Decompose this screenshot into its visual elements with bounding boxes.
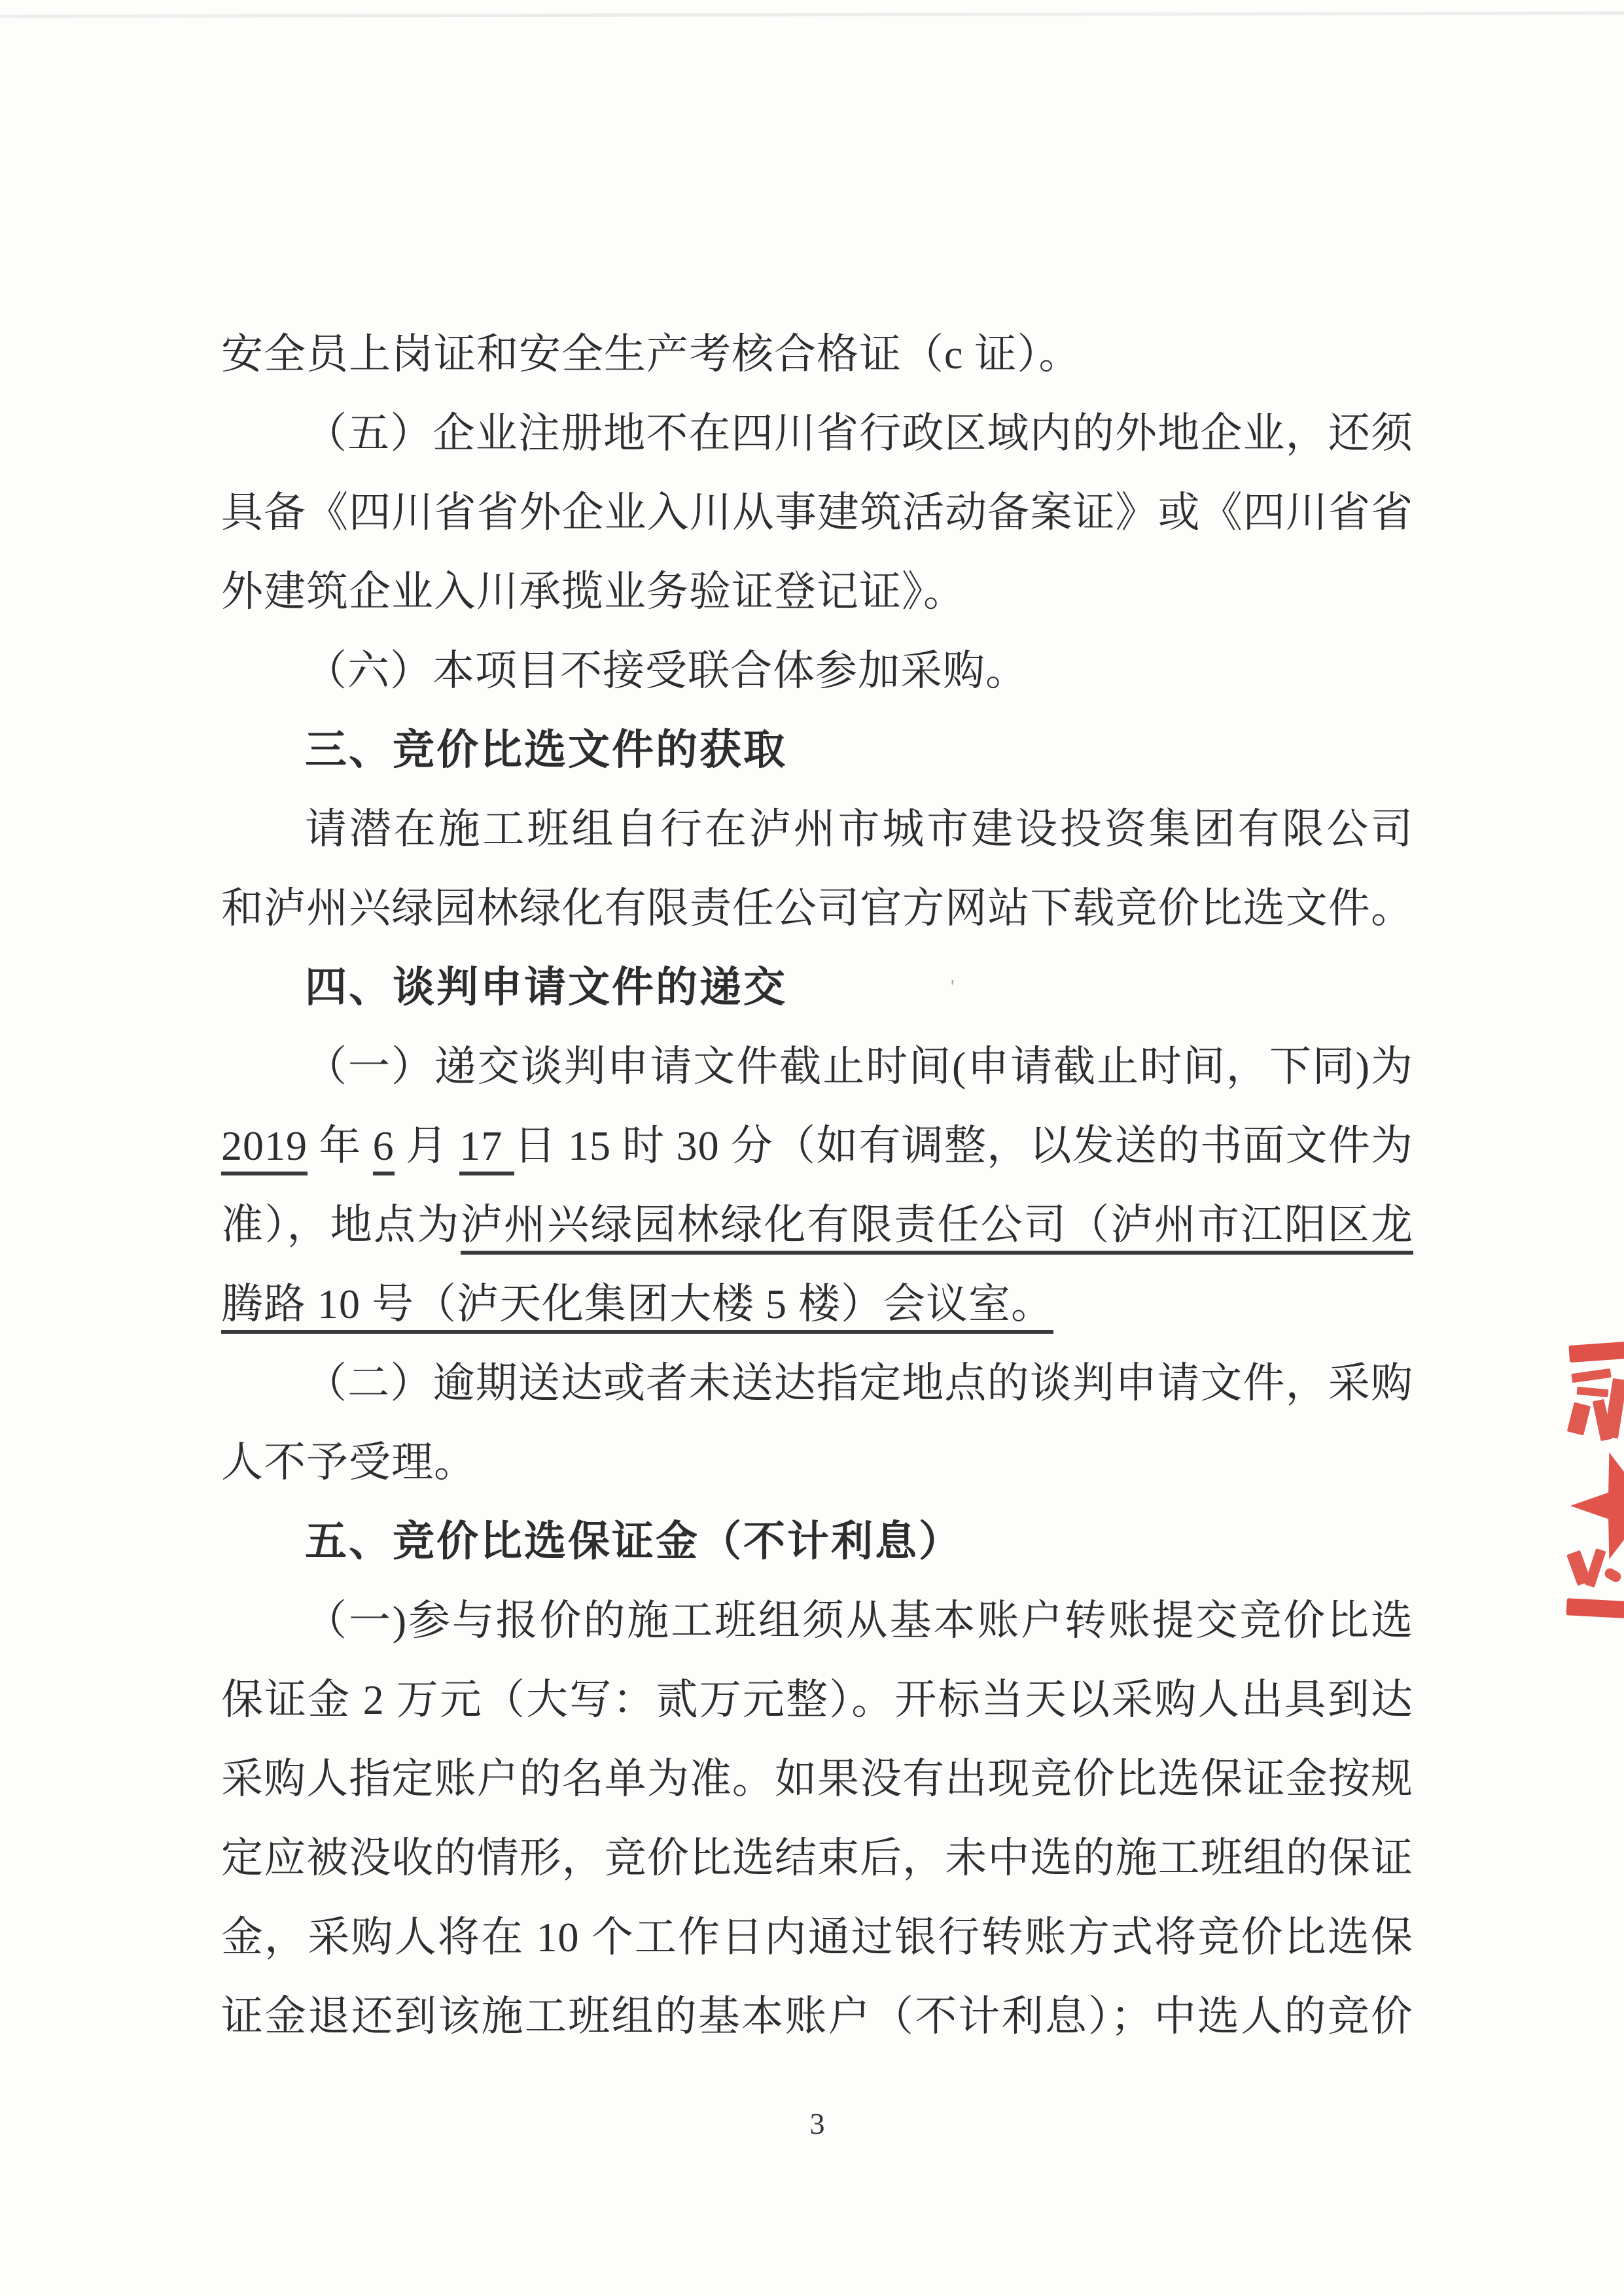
text-line-with-underlines [221, 1264, 1413, 1344]
text-line: 安全员上岗证和安全生产考核合格证（c 证）。 [221, 331, 1082, 377]
stamp-glyph-fragment [1570, 1548, 1624, 1601]
text-segment: 日 15 时 30 分（如有调整，以发送的书面文件为 [514, 1122, 1414, 1169]
text-line: （五）企业注册地不在四川省行政区域内的外地企业，还须 [305, 410, 1413, 457]
official-seal-stamp-partial [1565, 1340, 1624, 1622]
text-line: 保证金 2 万元（大写：贰万元整）。开标当天以采购人出具到达 [221, 1677, 1413, 1723]
text-line: （一）递交谈判申请文件截止时间(申请截止时间，下同)为 [305, 1043, 1413, 1090]
text-line: （二）逾期送达或者未送达指定地点的谈判申请文件，采购 [305, 1360, 1413, 1406]
text-line-with-underlines [221, 1106, 1413, 1185]
text-segment: 准），地点为 [221, 1202, 461, 1248]
scan-artifact-line [0, 11, 1624, 18]
stamp-border-bar [1568, 1334, 1624, 1363]
text-line: 人不予受理。 [221, 1439, 476, 1486]
text-line-with-underlines [221, 1185, 1413, 1264]
section-heading: 五、竞价比选保证金（不计利息） [305, 1518, 962, 1565]
section-heading: 四、谈判申请文件的递交 [305, 964, 787, 1011]
underlined-month: 6 [373, 1122, 395, 1175]
scan-artifact-speck: ' [948, 975, 955, 998]
stamp-star-icon [1570, 1450, 1624, 1562]
text-line: 金，采购人将在 10 个工作日内通过银行转账方式将竞价比选保 [221, 1914, 1413, 1960]
text-line: （六）本项目不接受联合体参加采购。 [305, 648, 1028, 694]
section-heading: 三、竞价比选文件的获取 [305, 726, 787, 773]
text-line: 和泸州兴绿园林绿化有限责任公司官方网站下载竞价比选文件。 [221, 885, 1413, 931]
text-line: 具备《四川省省外企业入川从事建筑活动备案证》或《四川省省 [221, 489, 1413, 536]
text-line: 外建筑企业入川承揽业务验证登记证》。 [221, 568, 966, 615]
underlined-address: 泸州兴绿园林绿化有限责任公司（泸州市江阳区龙 [461, 1202, 1413, 1255]
text-segment: 月 [394, 1122, 460, 1169]
text-line: （一)参与报价的施工班组须从基本账户转账提交竞价比选 [305, 1597, 1413, 1644]
text-line: 采购人指定账户的名单为准。如果没有出现竞价比选保证金按规 [221, 1756, 1413, 1802]
text-line: 证金退还到该施工班组的基本账户（不计利息）；中选人的竞价 [221, 1993, 1413, 2040]
underlined-day: 17 [459, 1122, 514, 1175]
underlined-address: 腾路 10 号（泸天化集团大楼 5 楼）会议室。 [221, 1281, 1053, 1334]
stamp-glyph-fragment [1568, 1366, 1624, 1451]
text-line: 请潜在施工班组自行在泸州市城市建设投资集团有限公司 [305, 806, 1413, 852]
text-line: 定应被没收的情形，竞价比选结束后，未中选的施工班组的保证 [221, 1835, 1413, 1881]
stamp-border-bar [1566, 1598, 1624, 1624]
text-segment: 年 [308, 1122, 373, 1169]
page-number: 3 [809, 2107, 825, 2140]
document-body [221, 315, 1413, 2056]
underlined-year: 2019 [221, 1122, 308, 1175]
